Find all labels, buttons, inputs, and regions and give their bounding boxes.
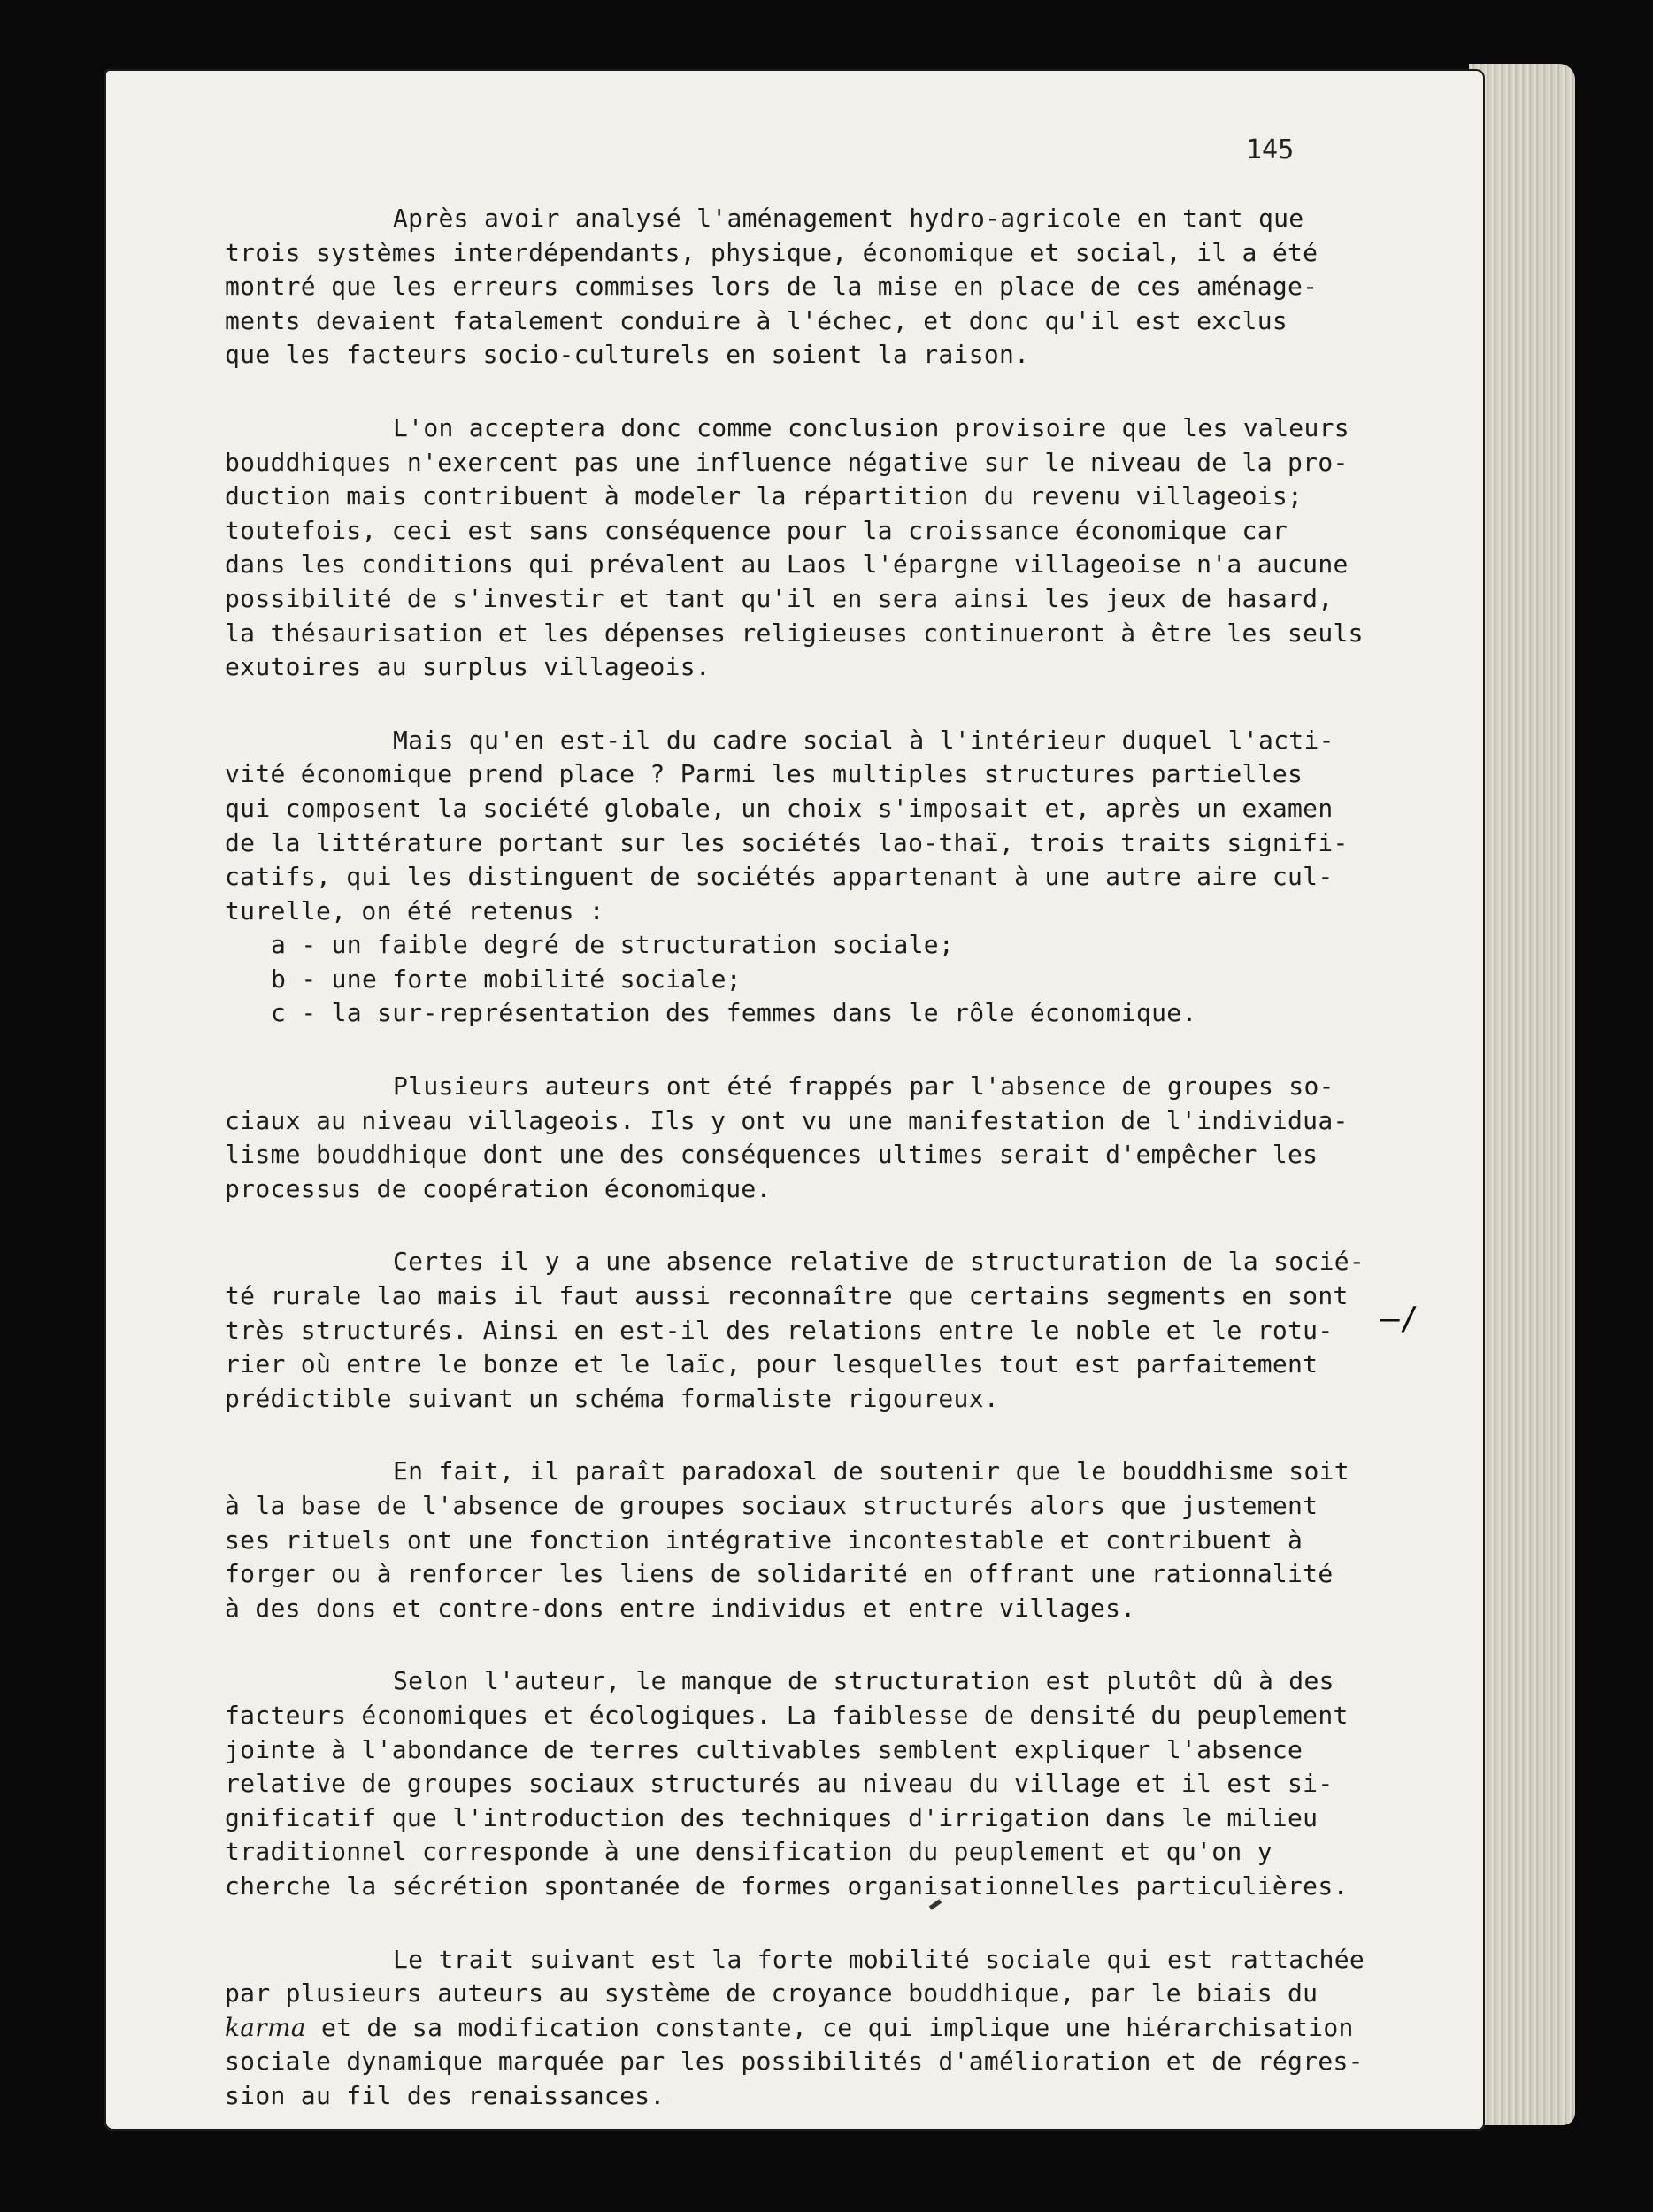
text-line: facteurs économiques et écologiques. La faiblesse de densité du peuplement	[225, 1700, 1349, 1730]
text-line: duction mais contribuent à modeler la répartition du revenu villageois;	[225, 481, 1303, 511]
text-line: prédictible suivant un schéma formaliste rigoureux.	[225, 1383, 1000, 1413]
paragraph-7	[225, 1664, 1366, 1903]
text-line: bouddhiques n'exercent pas une influence négative sur le niveau de la pro-	[225, 447, 1349, 477]
text-line: turelle, on été retenus :	[225, 895, 604, 926]
text-line: jointe à l'abondance de terres cultivables semblent expliquer l'absence	[225, 1734, 1303, 1764]
paragraph-8	[225, 1943, 1366, 2114]
text-line: rier où entre le bonze et le laïc, pour lesquelles tout est parfaitement	[225, 1349, 1319, 1379]
text-line: de la littérature portant sur les sociétés lao-thaï, trois traits signifi-	[225, 827, 1349, 857]
text-line: En fait, il paraît paradoxal de soutenir que le bouddhisme soit	[393, 1456, 1349, 1486]
text-line: relative de groupes sociaux structurés au niveau du village et il est si-	[225, 1769, 1334, 1799]
text-line: à la base de l'absence de groupes sociaux structurés alors que justement	[225, 1491, 1319, 1520]
paragraph-6	[225, 1455, 1366, 1625]
text-line: gnificatif que l'introduction des techniques d'irrigation dans le milieu	[225, 1802, 1319, 1832]
text-line	[225, 2011, 1366, 2046]
text-line: trois systèmes interdépendants, physique, économique et social, il a été	[225, 237, 1319, 267]
text-line: Le trait suivant est la forte mobilité sociale qui est rattachée	[393, 1944, 1365, 1974]
text-line: Après avoir analysé l'aménagement hydro-agricole en tant que	[393, 204, 1304, 233]
text-line: cherche la sécrétion spontanée de formes organisationnelles particulières.	[225, 1870, 1349, 1901]
margin-mark: —/	[1380, 1301, 1419, 1337]
text-line: Plusieurs auteurs ont été frappés par l'absence de groupes so-	[393, 1071, 1334, 1102]
page-edge	[1469, 64, 1575, 2125]
body-text	[225, 202, 1366, 2153]
text-line: qui composent la société globale, un choix s'imposait et, après un examen	[225, 793, 1334, 823]
text-line: forger ou à renforcer les liens de solidarité en offrant une rationnalité	[225, 1559, 1334, 1589]
text-fragment: et de sa modification constante, ce qui implique une hiérarchisation	[305, 2012, 1354, 2042]
italic-term: karma	[225, 2012, 306, 2042]
text-line: montré que les erreurs commises lors de la mise en place de ces aménage-	[225, 272, 1319, 302]
text-line: très structurés. Ainsi en est-il des relations entre le noble et le rotu-	[225, 1315, 1334, 1345]
text-line: la thésaurisation et les dépenses religieuses continueront à être les seuls	[225, 618, 1364, 648]
text-line: ciaux au niveau villageois. Ils y ont vu une manifestation de l'individua-	[225, 1105, 1349, 1135]
list-item: b - une forte mobilité sociale;	[271, 964, 742, 994]
text-line: processus de coopération économique.	[225, 1173, 772, 1203]
text-line: catifs, qui les distinguent de sociétés appartenant à une autre aire cul-	[225, 862, 1334, 892]
text-line: traditionnel corresponde à une densification du peuplement et qu'on y	[225, 1837, 1272, 1867]
text-line: ses rituels ont une fonction intégrative incontestable et contribuent à	[225, 1525, 1303, 1555]
text-line: Selon l'auteur, le manque de structuration est plutôt dû à des	[393, 1666, 1334, 1696]
paragraph-3	[225, 724, 1366, 1031]
text-line: possibilité de s'investir et tant qu'il en sera ainsi les jeux de hasard,	[225, 583, 1334, 613]
paragraph-2	[225, 411, 1366, 685]
paragraph-1	[225, 202, 1366, 373]
text-line: vité économique prend place ? Parmi les multiples structures partielles	[225, 759, 1303, 789]
text-line: Mais qu'en est-il du cadre social à l'intérieur duquel l'acti-	[393, 725, 1334, 755]
text-line: L'on acceptera donc comme conclusion provisoire que les valeurs	[393, 412, 1349, 442]
text-line: sion au fil des renaissances.	[225, 2080, 665, 2110]
text-line: par plusieurs auteurs au système de croyance bouddhique, par le biais du	[225, 1978, 1319, 2008]
text-line: lisme bouddhique dont une des conséquences ultimes serait d'empêcher les	[225, 1140, 1319, 1170]
text-line: té rurale lao mais il faut aussi reconnaître que certains segments en sont	[225, 1281, 1349, 1311]
text-line: à des dons et contre-dons entre individus et entre villages.	[225, 1593, 1136, 1623]
page-number: 145	[1246, 134, 1295, 165]
text-line: Certes il y a une absence relative de structuration de la socié-	[393, 1247, 1365, 1277]
text-line: sociale dynamique marquée par les possibilités d'amélioration et de régres-	[225, 2047, 1364, 2077]
paragraph-5	[225, 1245, 1366, 1416]
paragraph-4	[225, 1070, 1366, 1206]
list-item: a - un faible degré de structuration sociale;	[271, 930, 955, 960]
text-line: dans les conditions qui prévalent au Laos l'épargne villageoise n'a aucune	[225, 549, 1349, 580]
text-line: toutefois, ceci est sans conséquence pour la croissance économique car	[225, 515, 1288, 545]
text-line: que les facteurs socio-culturels en soient la raison.	[225, 340, 1030, 370]
list-item: c - la sur-représentation des femmes dans le rôle économique.	[271, 998, 1197, 1028]
text-line: exutoires au surplus villageois.	[225, 652, 711, 682]
text-line: ments devaient fatalement conduire à l'échec, et donc qu'il est exclus	[225, 305, 1288, 335]
